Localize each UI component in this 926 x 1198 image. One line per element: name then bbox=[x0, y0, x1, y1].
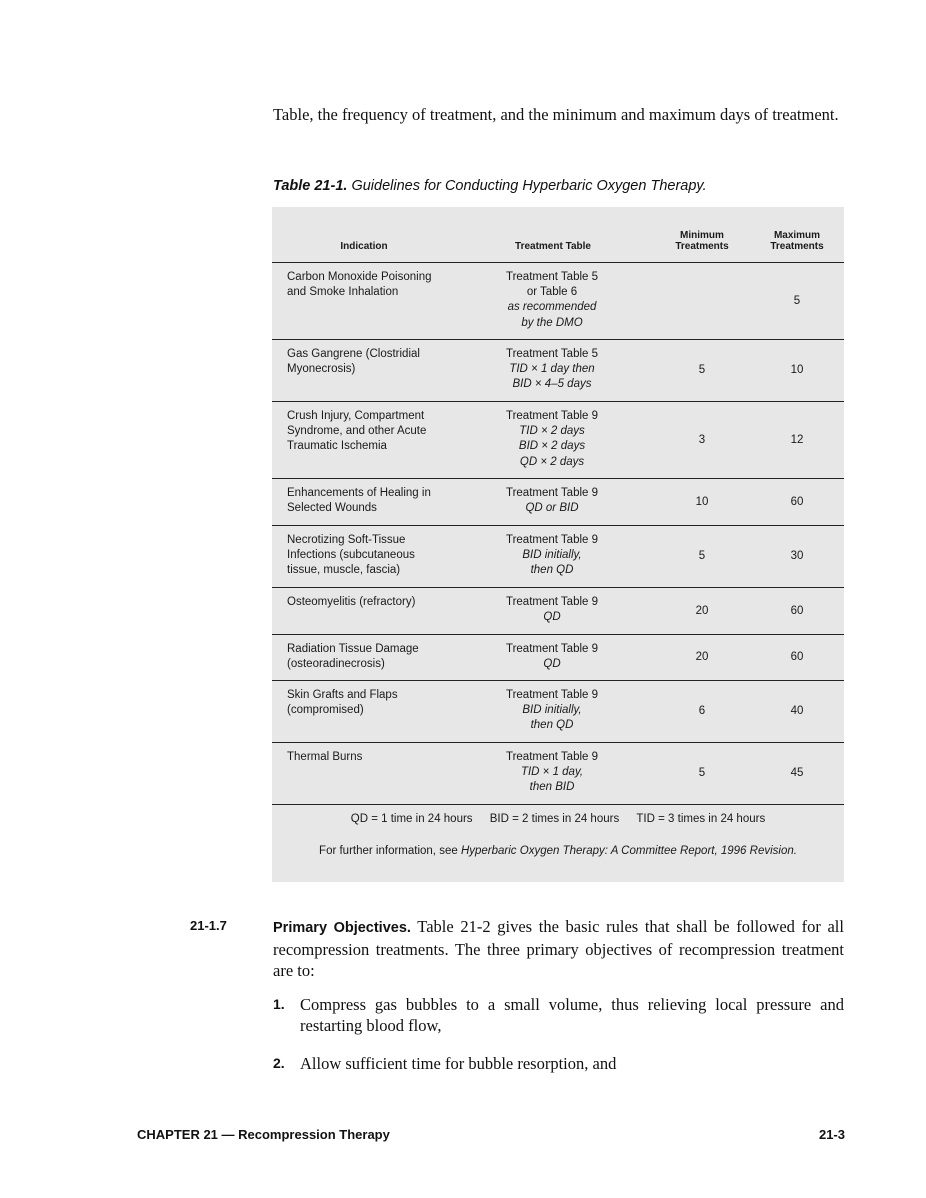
indication-line: Radiation Tissue Damage bbox=[287, 643, 419, 655]
cell-minimum-treatments: 6 bbox=[698, 705, 706, 717]
header-maximum-treatments: Maximum Treatments bbox=[770, 230, 824, 252]
table-row bbox=[272, 587, 844, 635]
cell-minimum-treatments: 20 bbox=[695, 651, 709, 663]
cell-treatment-table bbox=[472, 347, 632, 393]
indication-line: Selected Wounds bbox=[287, 502, 377, 515]
table-caption bbox=[273, 178, 707, 194]
table-row bbox=[272, 634, 844, 681]
treatment-line: BID × 2 days bbox=[518, 440, 586, 453]
indication-line: Carbon Monoxide Poisoning bbox=[287, 271, 432, 283]
indication-line: Skin Grafts and Flaps bbox=[287, 689, 398, 701]
list-item-text: Allow sufficient time for bubble resorption, and bbox=[300, 1054, 617, 1073]
treatment-line: BID initially, bbox=[522, 704, 582, 717]
list-item bbox=[273, 1053, 844, 1074]
treatment-line: TID × 1 day then bbox=[509, 363, 595, 376]
treatment-line: Treatment Table 9 bbox=[505, 751, 599, 763]
treatment-line: then QD bbox=[530, 564, 574, 577]
cell-maximum-treatments: 60 bbox=[790, 651, 804, 663]
cell-minimum-treatments: 20 bbox=[695, 605, 709, 617]
cell-treatment-table bbox=[472, 486, 632, 516]
header-treatment-table: Treatment Table bbox=[515, 241, 591, 252]
treatment-line: then BID bbox=[529, 781, 575, 794]
cell-minimum-treatments: 5 bbox=[698, 550, 706, 562]
treatment-line: QD bbox=[543, 611, 561, 624]
cell-indication bbox=[287, 688, 487, 718]
indication-line: tissue, muscle, fascia) bbox=[287, 564, 401, 577]
treatment-line: BID × 4–5 days bbox=[512, 378, 592, 391]
cell-treatment-table bbox=[472, 642, 632, 672]
treatment-line: Treatment Table 9 bbox=[505, 534, 599, 546]
list-item-number: 2. bbox=[273, 1055, 285, 1071]
treatment-line: QD or BID bbox=[525, 502, 579, 515]
treatment-line: as recommended bbox=[507, 301, 597, 314]
cell-maximum-treatments: 5 bbox=[793, 295, 801, 307]
treatment-line: Treatment Table 9 bbox=[505, 643, 599, 655]
table-row bbox=[272, 339, 844, 402]
list-item bbox=[273, 994, 844, 1036]
treatment-line: BID initially, bbox=[522, 549, 582, 562]
treatment-line: Treatment Table 9 bbox=[505, 410, 599, 422]
table-row bbox=[272, 525, 844, 588]
indication-line: Enhancements of Healing in bbox=[287, 487, 431, 499]
hbo-guidelines-table bbox=[272, 207, 844, 882]
section-heading: Primary Objectives. bbox=[273, 920, 411, 936]
cell-maximum-treatments: 60 bbox=[790, 605, 804, 617]
header-indication: Indication bbox=[340, 241, 388, 252]
further-prefix: For further information, see bbox=[319, 845, 461, 857]
indication-line: and Smoke Inhalation bbox=[287, 286, 399, 299]
section-number: 21-1.7 bbox=[190, 918, 227, 933]
indication-line: Infections (subcutaneous bbox=[287, 549, 415, 562]
treatment-line: Treatment Table 9 bbox=[505, 487, 599, 499]
legend-qd: QD = 1 time in 24 hours bbox=[350, 813, 473, 825]
cell-minimum-treatments: 3 bbox=[698, 434, 706, 446]
treatment-line: Treatment Table 9 bbox=[505, 689, 599, 701]
cell-indication bbox=[287, 270, 487, 300]
indication-line: Crush Injury, Compartment bbox=[287, 410, 425, 422]
table-row bbox=[272, 401, 844, 479]
list-item-number: 1. bbox=[273, 996, 285, 1012]
cell-treatment-table bbox=[472, 409, 632, 470]
table-row bbox=[272, 262, 844, 340]
indication-line: Gas Gangrene (Clostridial bbox=[287, 348, 420, 360]
further-information-note bbox=[272, 845, 844, 857]
cell-indication bbox=[287, 533, 487, 579]
cell-indication bbox=[287, 750, 487, 765]
treatment-line: QD bbox=[543, 658, 561, 671]
treatment-line: then QD bbox=[530, 719, 574, 732]
cell-indication bbox=[287, 486, 487, 516]
indication-line: Syndrome, and other Acute bbox=[287, 425, 427, 438]
cell-maximum-treatments: 40 bbox=[790, 705, 804, 717]
indication-line: Myonecrosis) bbox=[287, 363, 356, 376]
indication-line: (compromised) bbox=[287, 704, 364, 717]
footer-page-number: 21-3 bbox=[818, 1127, 845, 1142]
header-minimum-treatments: Minimum Treatments bbox=[675, 230, 729, 252]
table-caption-label: Table 21-1. bbox=[273, 178, 348, 194]
treatment-line: QD × 2 days bbox=[519, 455, 585, 468]
treatment-line: TID × 2 days bbox=[519, 425, 585, 438]
cell-treatment-table bbox=[472, 595, 632, 625]
indication-line: Traumatic Ischemia bbox=[287, 440, 387, 453]
legend-bid: BID = 2 times in 24 hours bbox=[489, 813, 620, 825]
treatment-line: or Table 6 bbox=[526, 286, 578, 299]
cell-minimum-treatments: 10 bbox=[695, 496, 709, 508]
legend-tid: TID = 3 times in 24 hours bbox=[636, 813, 766, 825]
page-footer bbox=[137, 1127, 845, 1142]
treatment-line: Treatment Table 5 bbox=[505, 348, 599, 360]
cell-maximum-treatments: 30 bbox=[790, 550, 804, 562]
treatment-line: Treatment Table 9 bbox=[505, 596, 599, 608]
cell-indication bbox=[287, 595, 487, 610]
indication-line: Osteomyelitis (refractory) bbox=[287, 596, 416, 608]
section-paragraph bbox=[273, 916, 844, 981]
treatment-line: Treatment Table 5 bbox=[505, 271, 599, 283]
cell-treatment-table bbox=[472, 270, 632, 331]
indication-line: (osteoradinecrosis) bbox=[287, 658, 385, 671]
cell-maximum-treatments: 12 bbox=[790, 434, 804, 446]
cell-treatment-table bbox=[472, 688, 632, 734]
table-caption-title: Guidelines for Conducting Hyperbaric Oxygen Therapy. bbox=[351, 178, 707, 194]
cell-indication bbox=[287, 347, 487, 377]
cell-maximum-treatments: 60 bbox=[790, 496, 804, 508]
treatment-line: TID × 1 day, bbox=[520, 766, 584, 779]
treatment-line: by the DMO bbox=[521, 316, 583, 329]
table-header bbox=[272, 207, 844, 263]
intro-paragraph: Table, the frequency of treatment, and the minimum and maximum days of treatment. bbox=[273, 105, 839, 124]
cell-minimum-treatments: 5 bbox=[698, 364, 706, 376]
table-row bbox=[272, 742, 844, 805]
cell-indication bbox=[287, 642, 487, 672]
cell-maximum-treatments: 10 bbox=[790, 364, 804, 376]
cell-indication bbox=[287, 409, 487, 455]
table-row bbox=[272, 680, 844, 743]
cell-treatment-table bbox=[472, 533, 632, 579]
indication-line: Thermal Burns bbox=[287, 751, 363, 763]
cell-maximum-treatments: 45 bbox=[790, 767, 804, 779]
list-item-text: Compress gas bubbles to a small volume, thus relieving local pressure and restarting blood flow, bbox=[300, 995, 844, 1035]
cell-treatment-table bbox=[472, 750, 632, 796]
cell-minimum-treatments: 5 bbox=[698, 767, 706, 779]
further-reference: Hyperbaric Oxygen Therapy: A Committee Report, 1996 Revision. bbox=[460, 845, 797, 857]
indication-line: Necrotizing Soft-Tissue bbox=[287, 534, 406, 546]
section-body-text: Table 21-2 gives the basic rules that shall be followed for all recompression treatments. The three primary objectives of recompression treatment are to: bbox=[273, 917, 844, 980]
table-row bbox=[272, 478, 844, 526]
table-legend bbox=[272, 813, 844, 825]
footer-chapter-title: CHAPTER 21 — Recompression Therapy bbox=[137, 1127, 390, 1142]
